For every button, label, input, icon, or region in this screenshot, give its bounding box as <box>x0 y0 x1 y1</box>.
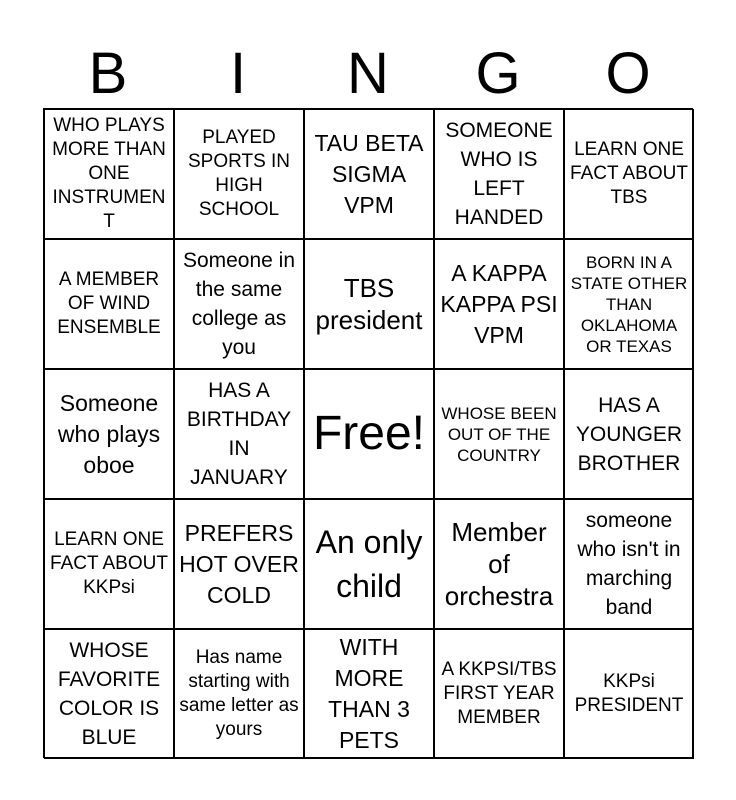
cell-text: An only child <box>315 524 423 604</box>
bingo-cell-i2[interactable] <box>174 239 304 369</box>
bingo-cell-b2[interactable] <box>44 239 174 369</box>
header-letter-b: B <box>88 41 128 106</box>
cell-text: someone who isn't in marching band <box>577 509 681 619</box>
cell-text: BORN IN A STATE OTHER THAN OKLAHOMA OR TEXAS <box>570 252 688 356</box>
cell-text: SOMEONE WHO IS LEFT HANDED <box>445 119 553 229</box>
bingo-cell-n1[interactable] <box>304 109 434 239</box>
header-letter-g: G <box>475 41 521 106</box>
cell-text: Free! <box>312 407 426 460</box>
cell-text: WHOSE BEEN OUT OF THE COUNTRY <box>441 403 557 465</box>
cell-text: LEARN ONE FACT ABOUT TBS <box>570 139 688 208</box>
bingo-cell-b1[interactable] <box>44 109 174 239</box>
bingo-cell-g1[interactable] <box>434 109 564 239</box>
cell-text: TAU BETA SIGMA VPM <box>314 129 424 218</box>
bingo-cell-o5[interactable] <box>564 629 694 759</box>
bingo-board <box>43 108 693 758</box>
cell-text: LEARN ONE FACT ABOUT KKPsi <box>50 529 168 598</box>
bingo-cell-i3[interactable] <box>174 369 304 499</box>
cell-text: A MEMBER OF WIND ENSEMBLE <box>57 269 161 338</box>
bingo-cell-g3[interactable] <box>434 369 564 499</box>
bingo-cell-o3[interactable] <box>564 369 694 499</box>
bingo-cell-g4[interactable] <box>434 499 564 629</box>
bingo-cell-o2[interactable] <box>564 239 694 369</box>
bingo-cell-i5[interactable] <box>174 629 304 759</box>
cell-text: WITH MORE THAN 3 PETS <box>328 634 410 753</box>
bingo-cell-b4[interactable] <box>44 499 174 629</box>
bingo-cell-free[interactable] <box>304 369 434 499</box>
cell-text: HAS A BIRTHDAY IN JANUARY <box>186 379 292 489</box>
cell-text: Someone in the same college as you <box>182 249 296 359</box>
bingo-cell-n2[interactable] <box>304 239 434 369</box>
cell-text: PLAYED SPORTS IN HIGH SCHOOL <box>187 127 291 220</box>
cell-text: A KAPPA KAPPA PSI VPM <box>440 259 558 348</box>
cell-text: Has name starting with same letter as yours <box>179 647 299 740</box>
cell-text: WHOSE FAVORITE COLOR IS BLUE <box>57 639 161 749</box>
header-letter-n: N <box>347 41 389 106</box>
cell-text: WHO PLAYS MORE THAN ONE INSTRUMENT <box>52 115 166 232</box>
bingo-cell-i4[interactable] <box>174 499 304 629</box>
header-letter-o: O <box>605 41 651 106</box>
bingo-cell-i1[interactable] <box>174 109 304 239</box>
bingo-cell-g5[interactable] <box>434 629 564 759</box>
bingo-cell-b5[interactable] <box>44 629 174 759</box>
bingo-cell-n5[interactable] <box>304 629 434 759</box>
bingo-cell-g2[interactable] <box>434 239 564 369</box>
cell-text: PREFERS HOT OVER COLD <box>179 519 299 608</box>
bingo-cell-o1[interactable] <box>564 109 694 239</box>
bingo-cell-n4[interactable] <box>304 499 434 629</box>
bingo-cell-o4[interactable] <box>564 499 694 629</box>
cell-text: HAS A YOUNGER BROTHER <box>575 393 683 475</box>
bingo-header <box>43 40 693 108</box>
cell-text: Member of orchestra <box>444 517 554 611</box>
cell-text: TBS president <box>315 273 423 335</box>
cell-text: KKPsi PRESIDENT <box>574 671 684 716</box>
cell-text: Someone who plays oboe <box>57 389 161 478</box>
cell-text: A KKPSI/TBS FIRST YEAR MEMBER <box>441 659 557 728</box>
bingo-cell-b3[interactable] <box>44 369 174 499</box>
header-letter-i: I <box>229 41 247 106</box>
